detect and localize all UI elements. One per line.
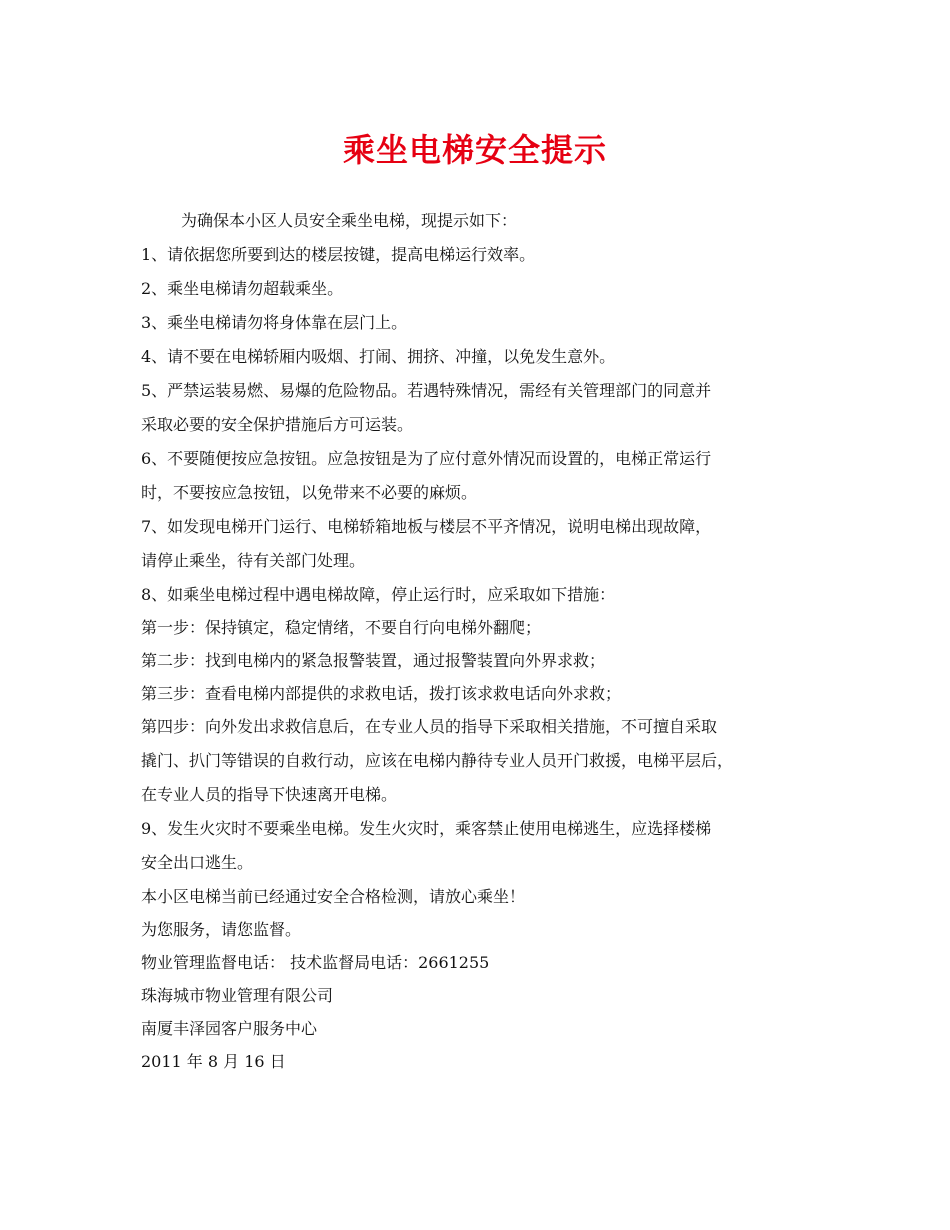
step-4-line-1: 第四步：向外发出求救信息后，在专业人员的指导下采取相关措施，不可擅自采取 [141,717,718,736]
document-date: 2011 年 8 月 16 日 [141,1052,286,1071]
item-3: 3、乘坐电梯请勿将身体靠在层门上。 [141,313,408,332]
page-title: 乘坐电梯安全提示 [342,131,607,169]
document-body [141,204,821,1078]
service-note: 为您服务，请您监督。 [141,920,302,939]
intro-paragraph: 为确保本小区人员安全乘坐电梯，现提示如下： [181,211,518,230]
service-center: 南厦丰泽园客户服务中心 [141,1019,318,1038]
item-9-line-1: 9、发生火灾时不要乘坐电梯。发生火灾时，乘客禁止使用电梯逃生，应选择楼梯 [141,819,712,838]
step-2: 第二步：找到电梯内的紧急报警装置，通过报警装置向外界求救； [141,651,606,670]
item-1: 1、请依据您所要到达的楼层按键，提高电梯运行效率。 [141,245,536,264]
inspection-notice: 本小区电梯当前已经通过安全合格检测，请放心乘坐！ [141,887,526,906]
item-4: 4、请不要在电梯轿厢内吸烟、打闹、拥挤、冲撞，以免发生意外。 [141,347,616,366]
item-6-line-2: 时，不要按应急按钮，以免带来不必要的麻烦。 [141,483,478,502]
item-2: 2、乘坐电梯请勿超载乘坐。 [141,279,344,298]
item-7-line-1: 7、如发现电梯开门运行、电梯轿箱地板与楼层不平齐情况，说明电梯出现故障， [141,517,712,536]
item-9-line-2: 安全出口逃生。 [141,853,254,872]
step-3: 第三步：查看电梯内部提供的求救电话，拨打该求救电话向外求救； [141,684,622,703]
item-7-line-2: 请停止乘坐，待有关部门处理。 [141,551,366,570]
step-4-line-2: 撬门、扒门等错误的自救行动，应该在电梯内静待专业人员开门救援，电梯平层后， [141,751,734,770]
phone-line: 物业管理监督电话： 技术监督局电话：2661255 [141,953,490,972]
item-5-line-2: 采取必要的安全保护措施后方可运装。 [141,415,414,434]
item-8: 8、如乘坐电梯过程中遇电梯故障，停止运行时，应采取如下措施： [141,585,616,604]
item-6-line-1: 6、不要随便按应急按钮。应急按钮是为了应付意外情况而设置的，电梯正常运行 [141,449,712,468]
step-1: 第一步：保持镇定，稳定情绪，不要自行向电梯外翻爬； [141,618,542,637]
step-4-line-3: 在专业人员的指导下快速离开电梯。 [141,785,398,804]
company-name: 珠海城市物业管理有限公司 [141,986,334,1005]
item-5-line-1: 5、严禁运装易燃、易爆的危险物品。若遇特殊情况，需经有关管理部门的同意并 [141,381,712,400]
